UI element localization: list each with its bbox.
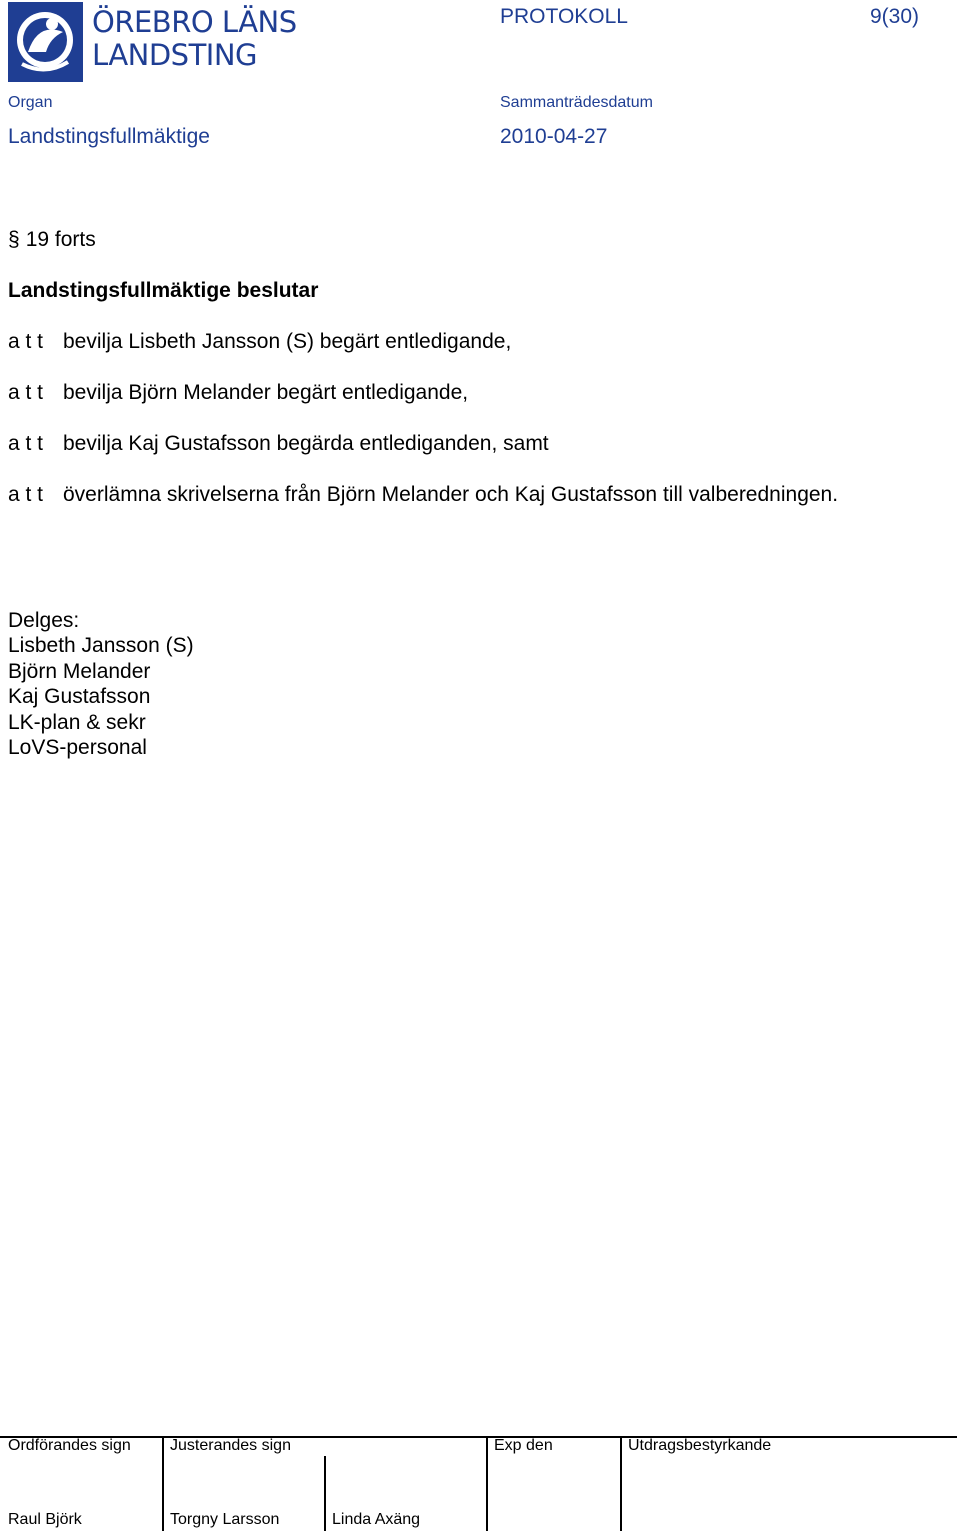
distribution-label: Delges: — [8, 609, 80, 632]
column-divider — [486, 1436, 488, 1531]
county-logo-icon — [8, 2, 83, 82]
decision-prefix: a t t — [8, 432, 44, 455]
adjusters-sign-label: Justerandes sign — [170, 1437, 291, 1454]
footer-divider — [0, 1436, 957, 1438]
chair-sign-label: Ordförandes sign — [8, 1437, 131, 1454]
organ-value: Landstingsfullmäktige — [8, 125, 210, 148]
distribution-recipient: Lisbeth Jansson (S) — [8, 634, 194, 658]
decision-text: överlämna skrivelserna från Björn Melander och Kaj Gustafsson till valberedningen. — [63, 483, 839, 506]
column-divider — [162, 1436, 164, 1531]
document-type: PROTOKOLL — [500, 5, 628, 28]
organ-label: Organ — [8, 94, 53, 111]
decision-prefix: a t t — [8, 381, 44, 404]
logo-text — [92, 6, 297, 72]
column-divider — [324, 1456, 326, 1531]
decision-prefix: a t t — [8, 330, 44, 353]
distribution-recipient: Kaj Gustafsson — [8, 685, 151, 709]
adjuster-name: Linda Axäng — [332, 1511, 421, 1528]
decision-text: bevilja Kaj Gustafsson begärda entlediganden, samt — [63, 432, 549, 455]
page-number: 9(30) — [870, 5, 920, 28]
decision-text: bevilja Lisbeth Jansson (S) begärt entledigande, — [63, 330, 512, 353]
decision-item — [8, 483, 838, 534]
distribution-recipient: LoVS-personal — [8, 736, 147, 760]
meeting-date-label: Sammanträdesdatum — [500, 94, 653, 111]
decision-prefix: a t t — [8, 483, 44, 506]
decision-item — [8, 432, 838, 483]
decision-list — [8, 330, 838, 534]
signature-footer — [0, 1436, 957, 1533]
decision-title: Landstingsfullmäktige beslutar — [8, 279, 319, 302]
meeting-date-value: 2010-04-27 — [500, 125, 608, 148]
chair-name: Raul Björk — [8, 1511, 82, 1528]
logo-line-2: LANDSTING — [92, 38, 258, 72]
paragraph-ref-text: 19 forts — [25, 228, 96, 251]
extract-verification-label: Utdragsbestyrkande — [628, 1437, 772, 1454]
section-sign-icon: § — [8, 228, 20, 251]
decision-text: bevilja Björn Melander begärt entledigande, — [63, 381, 469, 404]
distribution-list — [8, 608, 194, 760]
decision-item — [8, 381, 838, 432]
distribution-recipient: LK-plan & sekr — [8, 710, 146, 734]
dispatch-date-label: Exp den — [494, 1437, 553, 1454]
logo-line-1: ÖREBRO LÄNS — [92, 5, 297, 39]
adjuster-name: Torgny Larsson — [170, 1511, 280, 1528]
decision-item — [8, 330, 838, 381]
distribution-recipient: Björn Melander — [8, 659, 151, 683]
paragraph-reference — [8, 228, 96, 252]
column-divider — [620, 1436, 622, 1531]
